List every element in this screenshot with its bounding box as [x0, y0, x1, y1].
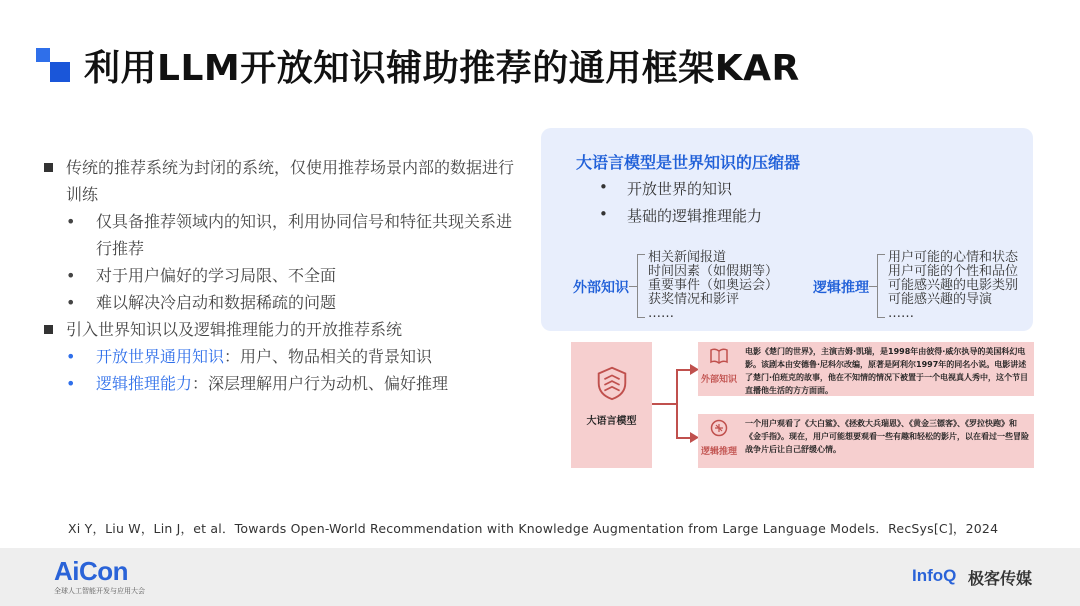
llm-label: 大语言模型 [586, 416, 637, 427]
title-logo-mark [36, 48, 70, 82]
dot-bullet-icon: • [66, 347, 76, 366]
citation: Xi Y，Liu W，Lin J，et al．Towards Open-World Recommendation with Knowledge Augmentation from Large Language Models．RecSys[C]，2024 [68, 521, 999, 536]
dot-bullet-icon: • [599, 178, 608, 196]
book-icon [709, 346, 729, 366]
card-title: 大语言模型是世界知识的压缩器 [576, 153, 801, 172]
sub-bullet: • 难以解决冷启动和数据稀疏的问题 [44, 289, 514, 316]
geek-media-logo: 极客传媒 [968, 569, 1033, 588]
left-bullet-list [44, 154, 514, 397]
external-knowledge-text: 电影《楚门的世界》，主演吉姆·凯瑞，是1998年由彼得·威尔执导的美国科幻电影。该剧本由安德鲁·尼科尔改编，原著是阿利尔1997年的同名小说。电影讲述了楚门·伯班克的故事，他在不知情的情况下被置于一个电视真人秀中，这个节目直播他生活的方方面面。 [740, 342, 1034, 396]
llm-brain-icon [593, 364, 631, 402]
dot-bullet-icon: • [66, 374, 76, 393]
dot-bullet-icon: • [66, 266, 76, 285]
llm-knowledge-card [541, 128, 1033, 331]
dot-bullet-icon: • [66, 212, 76, 231]
card-point: • 开放世界的知识 [599, 178, 733, 198]
connector-line [676, 369, 678, 438]
sub-bullet: • 逻辑推理能力：深层理解用户行为动机、偏好推理 [44, 370, 514, 397]
reasoning-items: 用户可能的心情和状态 用户可能的个性和品位 可能感兴趣的电影类别 可能感兴趣的导演 …… [888, 250, 1019, 321]
page-title: 利用LLM开放知识辅助推荐的通用框架KAR [84, 48, 800, 89]
dot-bullet-icon: • [599, 205, 608, 223]
brace-icon [637, 254, 645, 318]
square-bullet-icon [44, 325, 53, 334]
llm-node [571, 342, 652, 468]
external-knowledge-items: 相关新闻报道 时间因素（如假期等） 重要事件（如奥运会） 获奖情况和影评 …… [648, 250, 779, 321]
reasoning-label: 逻辑推理 [813, 280, 869, 296]
reasoning-text: 一个用户观看了《大白鲨》、《拯救大兵瑞恩》、《黄金三镖客》、《罗拉快跑》和《金手指》。现在，用户可能想要观看一些有趣和轻松的影片，以在看过一些冒险战争片后让自己舒缓心情。 [740, 414, 1034, 468]
card-point: • 基础的逻辑推理能力 [599, 205, 763, 225]
brace-icon [877, 254, 885, 318]
aicon-logo: AiCon [54, 556, 129, 586]
bullet-traditional-systems: 传统的推荐系统为封闭的系统，仅使用推荐场景内部的数据进行训练 [44, 154, 514, 208]
sub-bullet: • 仅具备推荐领域内的知识，利用协同信号和特征共现关系进行推荐 [44, 208, 514, 262]
external-knowledge-label: 外部知识 [573, 280, 629, 296]
footer-bar [0, 548, 1080, 606]
dot-bullet-icon: • [66, 293, 76, 312]
sub-bullet: • 开放世界通用知识：用户、物品相关的背景知识 [44, 343, 514, 370]
sub-bullet: • 对于用户偏好的学习局限、不全面 [44, 262, 514, 289]
connector-line [652, 403, 676, 405]
external-knowledge-node: 外部知识 [698, 342, 740, 396]
bullet-open-systems: 引入世界知识以及逻辑推理能力的开放推荐系统 [44, 316, 514, 343]
brain-icon [709, 418, 729, 438]
aicon-subtitle: 全球人工智能开发与应用大会 [54, 587, 145, 595]
reasoning-node: 逻辑推理 [698, 414, 740, 468]
infoq-logo: InfoQ [912, 566, 957, 585]
square-bullet-icon [44, 163, 53, 172]
